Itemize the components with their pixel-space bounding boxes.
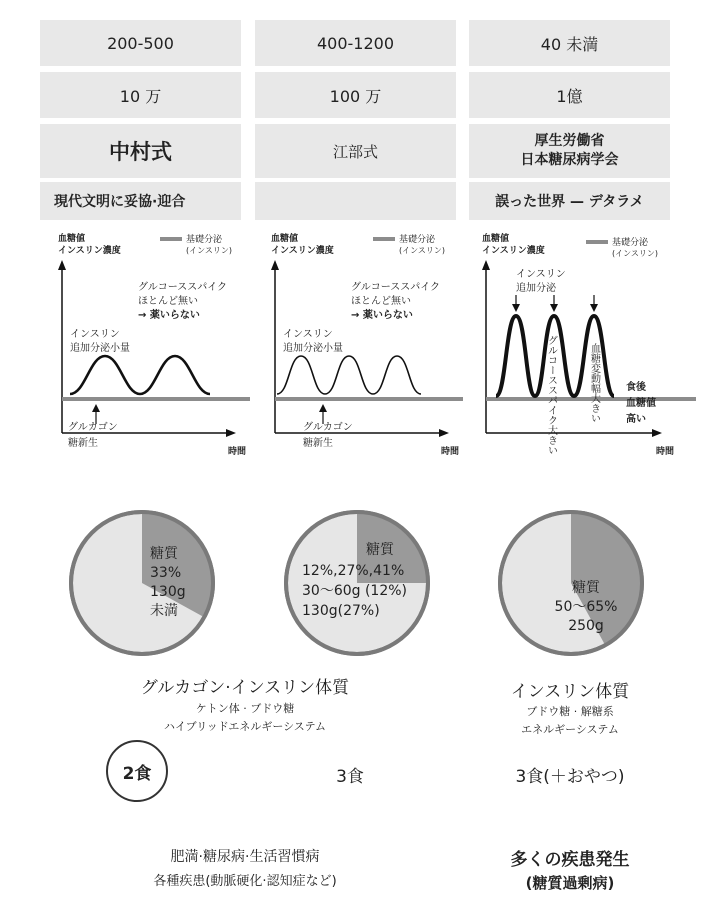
y-axis-label: インスリン濃度 [271, 246, 334, 256]
method-official [469, 124, 670, 178]
pie-label: 130g [150, 584, 186, 600]
glucagon-arrow-head [92, 404, 100, 412]
y-axis-label: 血糖値 [482, 234, 510, 244]
legend-label: (インスリン) [612, 249, 659, 258]
carb-range-col1: 200-500 [40, 20, 241, 66]
carb-range-col2: 400-1200 [255, 20, 456, 66]
insulin-curve [70, 356, 210, 394]
spike-vertical-label: グルコーススパイク大きい [545, 335, 557, 455]
population-col3: 1億 [469, 72, 670, 118]
postprandial-label: 血糖値 [626, 398, 656, 409]
glucagon-label: グルカゴン [303, 422, 353, 433]
postprandial-label: 高い [626, 414, 646, 425]
insulin-graph-3 [476, 228, 706, 463]
constitution-title-left: グルカゴン·インスリン体質 [140, 678, 350, 698]
carb-pie-1 [67, 508, 217, 658]
peak-arrow-head [550, 304, 558, 312]
constitution-sub-left: ケトン体 · ブドウ糖 [195, 702, 295, 715]
disease-left: 肥満·糖尿病·生活習慣病 [170, 849, 320, 865]
meal-count: 3食(＋おやつ) [515, 767, 625, 787]
y-axis-arrow [482, 260, 490, 270]
carb-pie-2 [282, 508, 432, 658]
pie-label: 糖質 [150, 546, 178, 562]
x-axis-label: 時間 [228, 447, 247, 457]
glucagon-label: グルカゴン [68, 422, 118, 433]
pie-label: 糖質 [366, 542, 394, 558]
spike-note: → 薬いらない [351, 310, 413, 321]
gluconeogenesis-label: 糖新生 [303, 438, 333, 449]
y-axis-label: 血糖値 [58, 234, 86, 244]
peak-label: 追加分泌小量 [70, 343, 130, 354]
legend-label: (インスリン) [186, 246, 233, 255]
gluconeogenesis-label: 糖新生 [68, 438, 98, 449]
constitution-title-right: インスリン体質 [510, 682, 630, 702]
legend-label: 基礎分泌 [612, 238, 649, 248]
society-label: 日本糖尿病学会 [520, 152, 619, 168]
insulin-graph-2 [263, 228, 493, 463]
y-axis-arrow [271, 260, 279, 270]
x-axis-arrow [439, 429, 449, 437]
constitution-sub-right: エネルギーシステム [521, 723, 619, 736]
pie-label: 30〜60g (12%) [302, 583, 408, 599]
y-axis-label: 血糖値 [271, 234, 299, 244]
peak-label: インスリン [516, 269, 566, 280]
constitution-sub-left: ハイブリッドエネルギーシステム [163, 720, 327, 733]
disease-left: 各種疾患(動脈硬化·認知症など) [153, 874, 337, 889]
pie-label: 糖質 [572, 580, 600, 596]
population-col2: 100 万 [255, 72, 456, 118]
spike-note: ほとんど無い [138, 296, 198, 307]
peak-label: インスリン [70, 329, 120, 340]
disease-right: 多くの疾患発生 [510, 850, 630, 870]
peak-arrow-head [512, 304, 520, 312]
y-axis-label: インスリン濃度 [482, 246, 545, 256]
meal-count-circled: 2食 [106, 740, 168, 802]
pie-label: 33% [150, 565, 182, 581]
legend-label: (インスリン) [399, 246, 446, 255]
peak-label: 追加分泌 [516, 283, 556, 294]
insulin-graph-1 [50, 228, 280, 463]
y-axis-arrow [58, 260, 66, 270]
y-axis-label: インスリン濃度 [58, 246, 121, 256]
method-nakamura: 中村式 [40, 124, 241, 178]
postprandial-label: 食後 [626, 382, 646, 393]
insulin-curve [277, 356, 421, 394]
x-axis-arrow [652, 429, 662, 437]
evaluation-col2 [255, 182, 456, 220]
evaluation-col1: 現代文明に妥協·迎合 [40, 182, 241, 220]
legend-label: 基礎分泌 [399, 235, 436, 245]
carb-pie-3 [496, 508, 646, 658]
spike-note: ほとんど無い [351, 296, 411, 307]
pie-label: 12%,27%,41% [302, 563, 405, 579]
x-axis-label: 時間 [441, 447, 460, 457]
carb-range-col3: 40 未満 [469, 20, 670, 66]
x-axis-label: 時間 [656, 447, 675, 457]
peak-label: インスリン [283, 329, 333, 340]
population-col1: 10 万 [40, 72, 241, 118]
pie-label: 未満 [150, 603, 178, 619]
pie-label: 130g(27%) [302, 603, 380, 619]
meal-count: 3食 [336, 767, 364, 787]
method-ebe: 江部式 [255, 124, 456, 178]
constitution-sub-right: ブドウ糖 · 解糖系 [526, 705, 614, 718]
ministry-label: 厚生労働省 [534, 133, 605, 149]
spike-note: グルコーススパイク [351, 282, 440, 293]
glucagon-arrow-head [319, 404, 327, 412]
legend-label: 基礎分泌 [186, 235, 223, 245]
peak-label: 追加分泌小量 [283, 343, 343, 354]
spike-note: グルコーススパイク [138, 282, 227, 293]
disease-right: (糖質過剰病) [525, 874, 615, 892]
peak-arrow-head [590, 304, 598, 312]
spike-note: → 薬いらない [138, 310, 200, 321]
x-axis-arrow [226, 429, 236, 437]
fluctuation-vertical-label: 血糖変動幅大きい [588, 343, 600, 423]
evaluation-col3: 誤った世界 — デタラメ [469, 182, 670, 220]
pie-label: 50〜65% [554, 599, 618, 615]
pie-label: 250g [568, 618, 604, 634]
